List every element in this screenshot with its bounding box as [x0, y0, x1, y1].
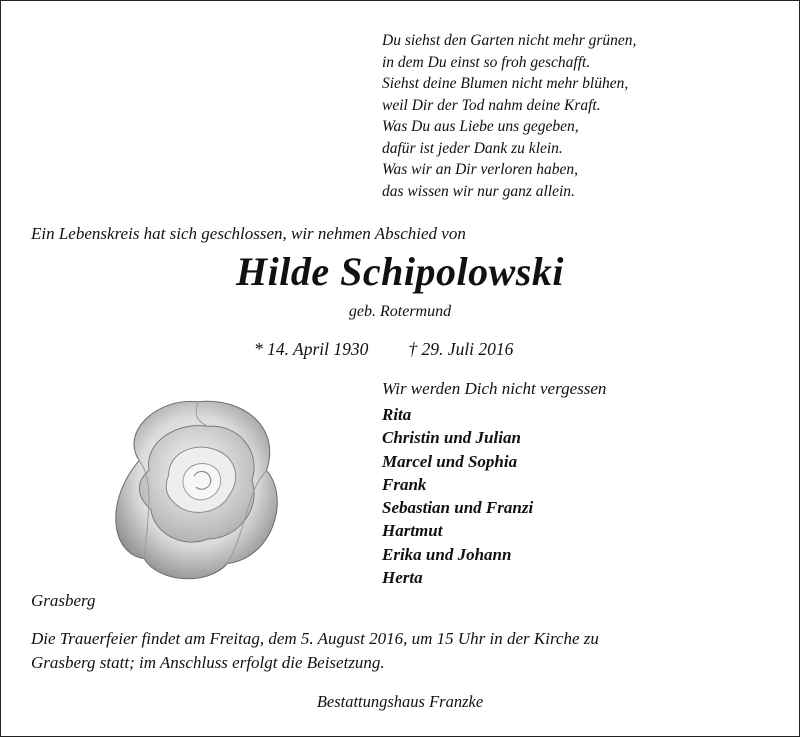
birth-name: geb. Rotermund — [348, 303, 452, 320]
place: Grasberg — [31, 591, 96, 610]
mourner-name: Marcel und Sophia — [382, 451, 518, 471]
ceremony-line: Grasberg statt; im Anschluss erfolgt die Beisetzung. — [31, 653, 385, 672]
mourner-name: Erika und Johann — [382, 544, 512, 564]
poem-line: das wissen wir nur ganz allein. — [382, 182, 575, 200]
poem-line: in dem Du einst so froh geschafft. — [382, 53, 591, 71]
ceremony-info — [31, 627, 771, 675]
poem-line: dafür ist jeder Dank zu klein. — [382, 139, 563, 157]
mourner-name: Sebastian und Franzi — [382, 498, 534, 518]
life-dates — [254, 339, 513, 360]
poem — [382, 30, 636, 202]
poem-line: Was Du aus Liebe uns gegeben, — [382, 118, 579, 135]
mourners-intro: Wir werden Dich nicht vergessen — [382, 379, 607, 398]
deceased-name: Hilde Schipolowski — [236, 249, 564, 294]
ceremony-line: Die Trauerfeier findet am Freitag, dem 5. August 2016, um 15 Uhr in der Kirche zu — [31, 629, 599, 648]
poem-line: weil Dir der Tod nahm deine Kraft. — [382, 96, 601, 114]
undertaker: Bestattungshaus Franzke — [316, 692, 484, 711]
mourners-list — [382, 403, 533, 589]
poem-line: Du siehst den Garten nicht mehr grünen, — [382, 32, 637, 49]
death-date: † 29. Juli 2016 — [408, 339, 514, 359]
mourner-name: Christin und Julian — [382, 428, 521, 448]
mourner-name: Frank — [382, 474, 427, 494]
rose-image — [100, 392, 296, 588]
birth-date: * 14. April 1930 — [254, 339, 369, 359]
farewell-intro: Ein Lebenskreis hat sich geschlossen, wir nehmen Abschied von — [31, 224, 466, 243]
mourner-name: Herta — [382, 568, 423, 588]
mourner-name: Hartmut — [382, 521, 443, 541]
poem-line: Siehst deine Blumen nicht mehr blühen, — [382, 75, 629, 92]
poem-line: Was wir an Dir verloren haben, — [382, 161, 579, 178]
mourner-name: Rita — [382, 405, 412, 424]
